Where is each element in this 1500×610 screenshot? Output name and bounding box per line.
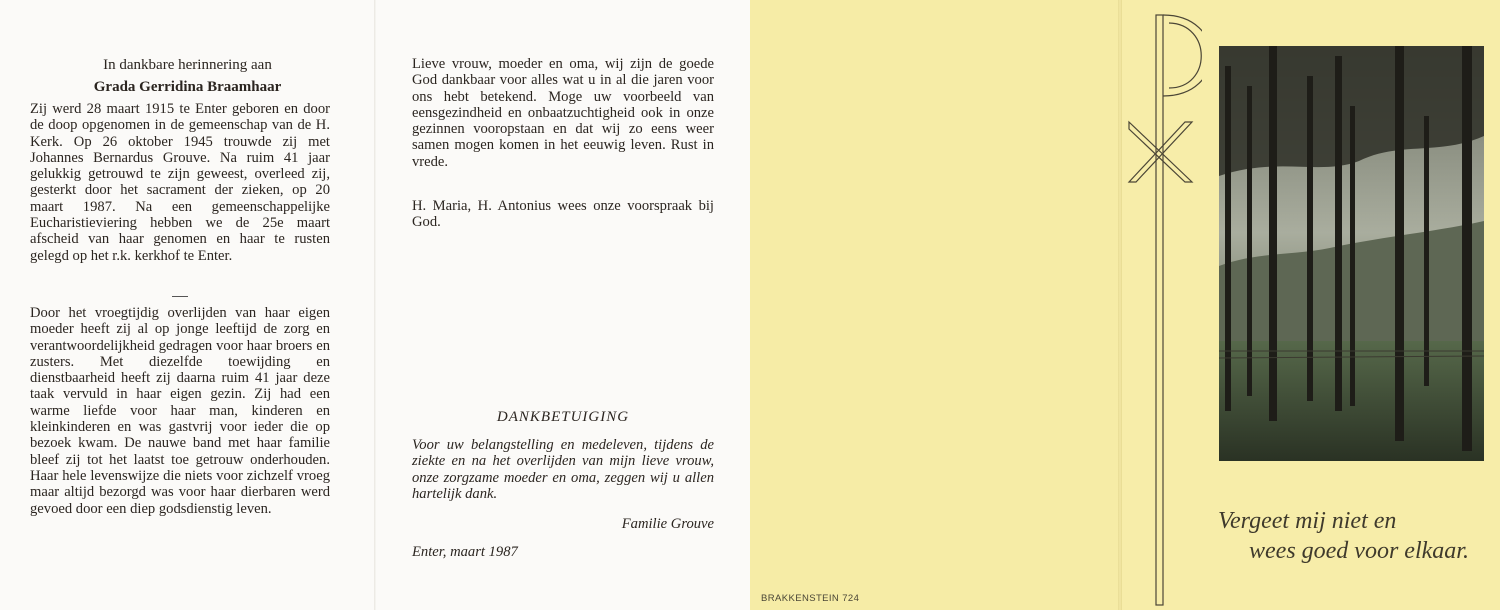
separator-dash [172,296,188,297]
printer-code: BRAKKENSTEIN 724 [761,593,860,604]
chi-rho-icon [1122,10,1202,610]
dedication-intro: In dankbare herinnering aan [103,57,272,73]
thanks-text: Voor uw belangstelling en medeleven, tijdens de ziekte en na het overlijden van mijn lieve vrouw, onze zorgzame moeder en oma, zeggen wij u allen hartelijk dank. [412,437,714,502]
biography-paragraph: Zij werd 28 maart 1915 te Enter geboren en door de doop opgenomen in de gemeenschap van de H. Kerk. Op 26 oktober 1945 trouwde zij met Johannes Bernardus Grouve. Na ruim 41 jaar gelukkig getrouwd te zijn geweest, overleed zij, gesterkt door het sacrament der zieken, op 20 maart 1987. Na een gemeenschappelijke Eucharistieviering hebben we de 25e maart afscheid van haar genomen en haar te rusten gelegd op het r.k. kerkhof te Enter. [30,101,330,264]
deceased-name: Grada Gerridina Braamhaar [93,79,282,95]
forest-photo [1219,46,1484,461]
motto-line: wees goed voor elkaar. [1249,538,1469,564]
biography-paragraph: Door het vroegtijdig overlijden van haar eigen moeder heeft zij al op jonge leeftijd de zorg en verantwoordelijkheid gedragen voor haar broers en zusters. Met diezelfde toewijding en dienstbaarheid heeft zij daarna ruim 41 jaar deze taak vervuld in haar eigen gezin. Zij had een warme liefde voor haar man, kinderen en kleinkinderen en was gastvrij voor ieder die op bezoek kwam. De nauwe band met haar familie bleef zij tot het laatst toe getrouw onderhouden. Haar hele levenswijze die niets voor zichzelf vroeg maar altijd bezorgd was voor haar dierbaren werd gevoed door een diep godsdienstig leven. [30,305,330,517]
back-cover-panel [750,0,1120,610]
farewell-paragraph: Lieve vrouw, moeder en oma, wij zijn de goede God dankbaar voor alles wat u in al die jaren voor ons hebt betekend. Moge uw voorbeeld van eensgezindheid en onbaatzuchtigheid ook in onze gezinnen vooropstaan en dat wij zo eens weer samen mogen komen in het eeuwig leven. Rust in vrede. [412,56,714,170]
thanks-heading: DANKBETUIGING [496,409,630,425]
family-signature: Familie Grouve [621,516,714,532]
prayer-paragraph: H. Maria, H. Antonius wees onze voorspraak bij God. [412,198,714,231]
motto-line: Vergeet mij niet en [1218,508,1397,534]
place-date: Enter, maart 1987 [412,544,518,560]
